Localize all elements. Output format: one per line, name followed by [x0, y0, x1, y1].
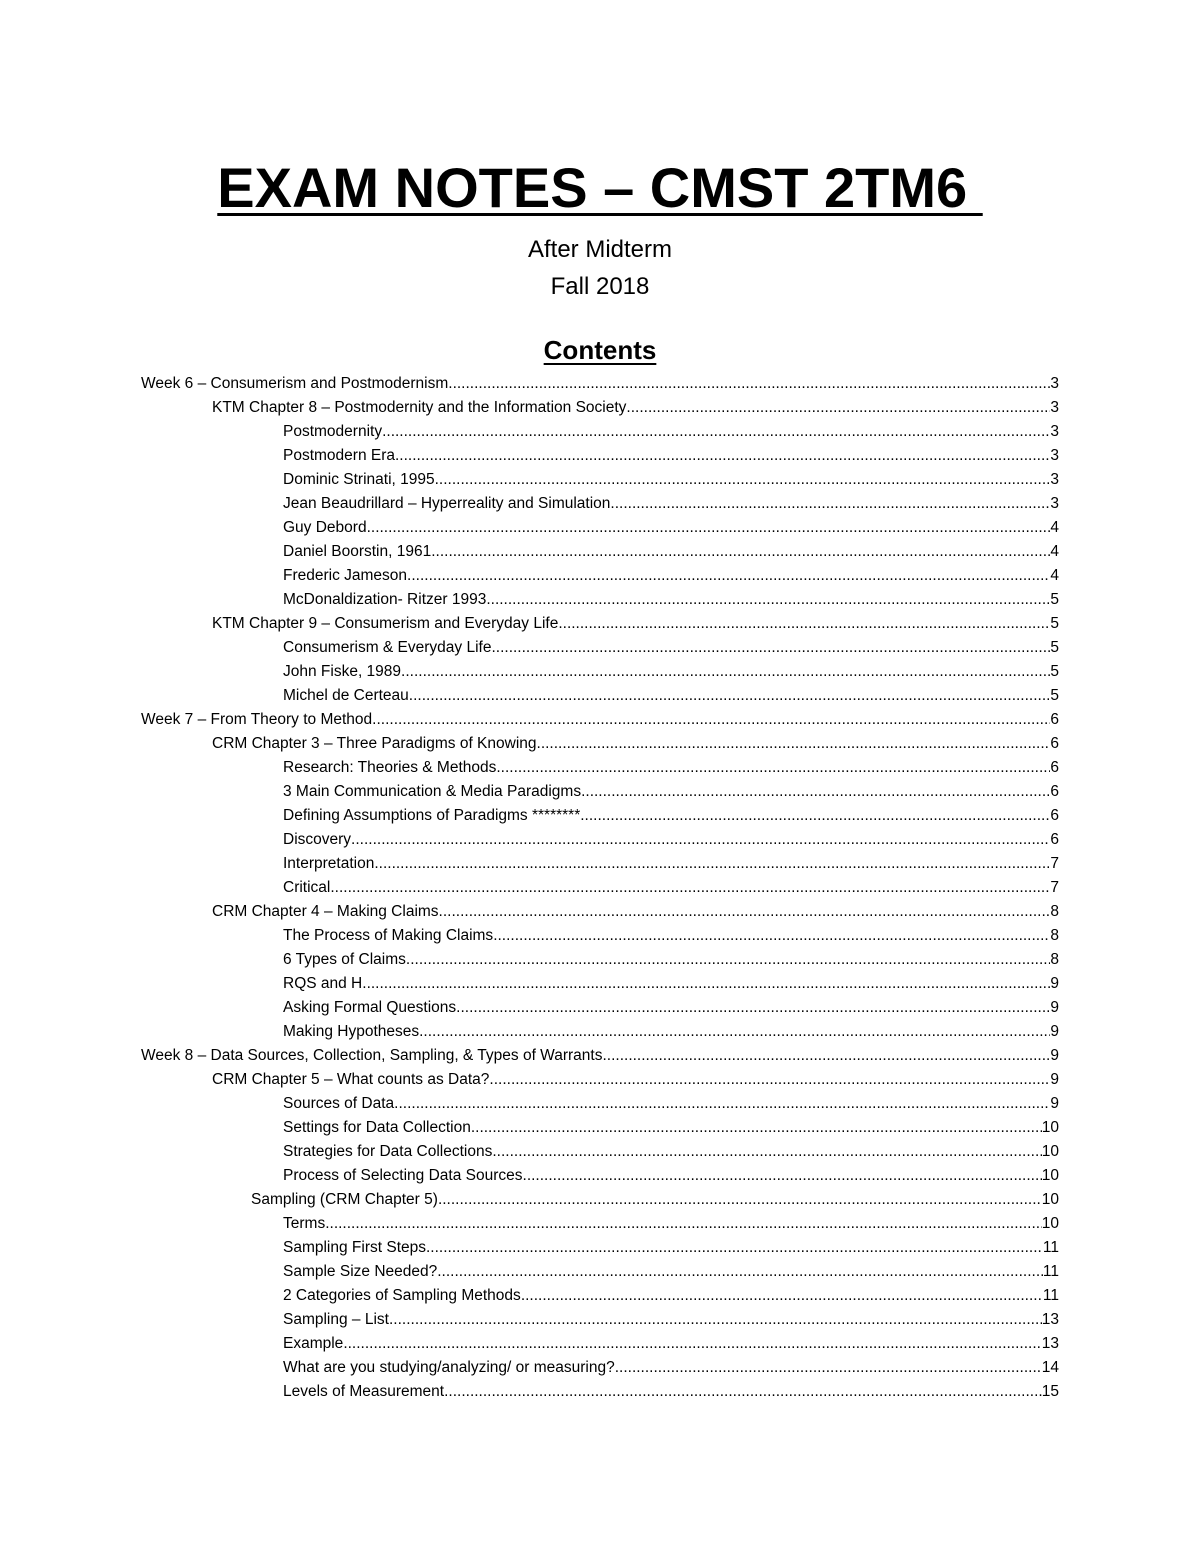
toc-dot-leader — [406, 950, 1050, 970]
toc-entry[interactable] — [283, 1234, 1059, 1258]
toc-dot-leader — [438, 1190, 1042, 1210]
toc-entry[interactable] — [141, 370, 1059, 394]
toc-entry-label: Daniel Boorstin, 1961 — [283, 543, 432, 560]
toc-entry-label: McDonaldization- Ritzer 1993 — [283, 591, 487, 608]
toc-entry-page-number: 6 — [1050, 831, 1059, 848]
toc-entry[interactable] — [283, 1018, 1059, 1042]
toc-dot-leader — [493, 926, 1050, 946]
toc-entry[interactable] — [212, 610, 1059, 634]
toc-entry-page-number: 6 — [1050, 807, 1059, 824]
toc-entry[interactable] — [251, 1186, 1059, 1210]
toc-dot-leader — [580, 806, 1050, 826]
toc-dot-leader — [444, 1382, 1042, 1402]
toc-entry-page-number: 8 — [1050, 927, 1059, 944]
toc-entry[interactable] — [283, 1138, 1059, 1162]
toc-dot-leader — [362, 974, 1050, 994]
toc-dot-leader — [448, 374, 1050, 394]
toc-entry-label: Interpretation — [283, 855, 375, 872]
toc-entry-page-number: 10 — [1041, 1143, 1059, 1160]
toc-entry[interactable] — [283, 754, 1059, 778]
toc-entry-page-number: 9 — [1050, 999, 1059, 1016]
toc-entry-label: KTM Chapter 9 – Consumerism and Everyday Life — [212, 615, 559, 632]
toc-entry-label: Research: Theories & Methods — [283, 759, 497, 776]
toc-dot-leader — [491, 638, 1050, 658]
toc-entry-page-number: 6 — [1050, 759, 1059, 776]
toc-entry[interactable] — [283, 1258, 1059, 1282]
toc-entry-label: Week 8 – Data Sources, Collection, Sampling, & Types of Warrants — [141, 1047, 603, 1064]
toc-dot-leader — [489, 1070, 1050, 1090]
toc-entry-page-number: 9 — [1050, 1047, 1059, 1064]
toc-dot-leader — [389, 1310, 1042, 1330]
toc-entry[interactable] — [283, 850, 1059, 874]
toc-entry-page-number: 4 — [1050, 519, 1059, 536]
toc-entry[interactable] — [283, 802, 1059, 826]
toc-entry-label: Sampling – List — [283, 1311, 389, 1328]
toc-entry-label: What are you studying/analyzing/ or measuring? — [283, 1359, 615, 1376]
toc-entry[interactable] — [283, 442, 1059, 466]
toc-entry[interactable] — [283, 994, 1059, 1018]
toc-entry-page-number: 3 — [1050, 447, 1059, 464]
toc-dot-leader — [523, 1166, 1042, 1186]
toc-dot-leader — [486, 590, 1050, 610]
toc-entry[interactable] — [283, 874, 1059, 898]
toc-dot-leader — [431, 542, 1050, 562]
toc-entry[interactable] — [283, 1114, 1059, 1138]
subtitle-after-midterm: After Midterm — [527, 236, 673, 263]
toc-entry-page-number: 15 — [1041, 1383, 1059, 1400]
contents-heading — [0, 334, 1200, 366]
toc-entry-page-number: 13 — [1041, 1311, 1059, 1328]
toc-entry-label: 2 Categories of Sampling Methods — [283, 1287, 521, 1304]
toc-dot-leader — [439, 902, 1051, 922]
toc-entry-label: CRM Chapter 5 – What counts as Data? — [212, 1071, 490, 1088]
toc-entry-label: Week 6 – Consumerism and Postmodernism — [141, 375, 449, 392]
toc-entry[interactable] — [212, 898, 1059, 922]
toc-dot-leader — [367, 518, 1051, 538]
toc-entry-label: Sources of Data — [283, 1095, 395, 1112]
toc-entry-label: CRM Chapter 4 – Making Claims — [212, 903, 439, 920]
toc-dot-leader — [343, 1334, 1041, 1354]
toc-entry[interactable] — [283, 682, 1059, 706]
document-title — [0, 150, 1200, 226]
toc-entry-label: Levels of Measurement — [283, 1383, 445, 1400]
toc-dot-leader — [610, 494, 1050, 514]
toc-entry-label: Strategies for Data Collections — [283, 1143, 493, 1160]
toc-entry-page-number: 11 — [1042, 1263, 1059, 1280]
toc-entry-page-number: 10 — [1041, 1167, 1059, 1184]
toc-entry-page-number: 8 — [1050, 951, 1059, 968]
toc-entry[interactable] — [283, 418, 1059, 442]
toc-entry[interactable] — [212, 394, 1059, 418]
toc-dot-leader — [407, 566, 1050, 586]
toc-entry-page-number: 7 — [1050, 879, 1059, 896]
toc-entry-page-number: 6 — [1050, 735, 1059, 752]
toc-entry-label: John Fiske, 1989 — [283, 663, 402, 680]
toc-dot-leader — [456, 998, 1050, 1018]
toc-entry-page-number: 10 — [1041, 1119, 1059, 1136]
toc-entry-page-number: 11 — [1042, 1287, 1059, 1304]
toc-entry-page-number: 13 — [1041, 1335, 1059, 1352]
toc-entry-page-number: 9 — [1050, 1095, 1059, 1112]
toc-entry-page-number: 10 — [1041, 1191, 1059, 1208]
toc-entry[interactable] — [283, 466, 1059, 490]
toc-entry[interactable] — [283, 778, 1059, 802]
toc-dot-leader — [374, 854, 1050, 874]
toc-entry-page-number: 5 — [1050, 639, 1059, 656]
toc-entry-label: Jean Beaudrillard – Hyperreality and Simulation — [283, 495, 611, 512]
toc-entry[interactable] — [283, 1210, 1059, 1234]
toc-entry[interactable] — [283, 1354, 1059, 1378]
toc-entry-page-number: 10 — [1041, 1215, 1059, 1232]
toc-entry-page-number: 3 — [1050, 399, 1059, 416]
toc-entry-page-number: 5 — [1050, 687, 1059, 704]
toc-entry-label: Sampling (CRM Chapter 5) — [251, 1191, 438, 1208]
toc-entry-label: Guy Debord — [283, 519, 367, 536]
toc-entry-label: Sample Size Needed? — [283, 1263, 438, 1280]
toc-entry-label: Settings for Data Collection — [283, 1119, 471, 1136]
document-title-text: EXAM NOTES – CMST 2TM6 — [217, 156, 983, 219]
toc-entry-page-number: 11 — [1042, 1239, 1059, 1256]
toc-entry-page-number: 5 — [1050, 591, 1059, 608]
toc-entry-page-number: 14 — [1041, 1359, 1059, 1376]
toc-dot-leader — [537, 734, 1051, 754]
toc-entry-label: Making Hypotheses — [283, 1023, 420, 1040]
toc-dot-leader — [581, 782, 1050, 802]
toc-entry-page-number: 3 — [1050, 495, 1059, 512]
toc-entry[interactable] — [283, 490, 1059, 514]
toc-entry[interactable] — [283, 1306, 1059, 1330]
toc-entry[interactable] — [283, 970, 1059, 994]
toc-dot-leader — [395, 446, 1050, 466]
toc-entry[interactable] — [283, 562, 1059, 586]
toc-entry-page-number: 4 — [1050, 567, 1059, 584]
toc-entry-page-number: 6 — [1050, 783, 1059, 800]
toc-entry[interactable] — [283, 1378, 1059, 1402]
toc-entry-label: Defining Assumptions of Paradigms ******** — [283, 807, 581, 824]
toc-dot-leader — [626, 398, 1050, 418]
toc-entry[interactable] — [283, 658, 1059, 682]
toc-entry-page-number: 5 — [1050, 663, 1059, 680]
toc-dot-leader — [394, 1094, 1050, 1114]
toc-dot-leader — [435, 470, 1051, 490]
toc-entry[interactable] — [283, 1282, 1059, 1306]
toc-entry[interactable] — [283, 1090, 1059, 1114]
toc-dot-leader — [426, 1238, 1043, 1258]
toc-dot-leader — [372, 710, 1050, 730]
toc-entry-label: Dominic Strinati, 1995 — [283, 471, 435, 488]
toc-entry[interactable] — [283, 946, 1059, 970]
toc-entry-label: KTM Chapter 8 – Postmodernity and the Information Society — [212, 399, 627, 416]
toc-entry-label: RQS and H — [283, 975, 363, 992]
toc-entry-label: Postmodern Era — [283, 447, 395, 464]
toc-entry-page-number: 9 — [1050, 1071, 1059, 1088]
toc-entry-label: Terms — [283, 1215, 326, 1232]
toc-entry-page-number: 3 — [1050, 375, 1059, 392]
toc-entry-label: Critical — [283, 879, 331, 896]
toc-entry[interactable] — [283, 1330, 1059, 1354]
toc-entry-page-number: 3 — [1050, 423, 1059, 440]
toc-entry-label: Process of Selecting Data Sources — [283, 1167, 523, 1184]
toc-entry-label: Postmodernity — [283, 423, 383, 440]
toc-entry[interactable] — [141, 1042, 1059, 1066]
toc-entry-label: Sampling First Steps — [283, 1239, 426, 1256]
toc-entry-label: The Process of Making Claims — [283, 927, 494, 944]
toc-entry-label: Asking Formal Questions — [283, 999, 457, 1016]
toc-entry-label: Michel de Certeau — [283, 687, 409, 704]
toc-dot-leader — [558, 614, 1050, 634]
toc-entry-label: Frederic Jameson — [283, 567, 408, 584]
toc-dot-leader — [437, 1262, 1043, 1282]
toc-entry[interactable] — [212, 1066, 1059, 1090]
toc-dot-leader — [351, 830, 1050, 850]
toc-entry[interactable] — [212, 730, 1059, 754]
toc-dot-leader — [615, 1358, 1042, 1378]
toc-entry[interactable] — [283, 826, 1059, 850]
toc-entry-label: 6 Types of Claims — [283, 951, 406, 968]
toc-entry-label: Example — [283, 1335, 344, 1352]
toc-dot-leader — [401, 662, 1050, 682]
toc-dot-leader — [521, 1286, 1043, 1306]
toc-entry-label: Consumerism & Everyday Life — [283, 639, 492, 656]
subtitle-term: Fall 2018 — [550, 273, 650, 300]
toc-entry-page-number: 9 — [1050, 975, 1059, 992]
toc-dot-leader — [330, 878, 1050, 898]
toc-entry[interactable] — [283, 1162, 1059, 1186]
toc-dot-leader — [325, 1214, 1042, 1234]
contents-heading-text: Contents — [543, 335, 657, 365]
table-of-contents — [0, 370, 1200, 1402]
toc-dot-leader — [602, 1046, 1050, 1066]
toc-dot-leader — [419, 1022, 1050, 1042]
toc-entry[interactable] — [283, 514, 1059, 538]
toc-dot-leader — [471, 1118, 1042, 1138]
toc-dot-leader — [382, 422, 1050, 442]
toc-entry-page-number: 4 — [1050, 543, 1059, 560]
toc-entry[interactable] — [283, 634, 1059, 658]
toc-entry-label: CRM Chapter 3 – Three Paradigms of Knowing — [212, 735, 537, 752]
toc-entry[interactable] — [141, 706, 1059, 730]
toc-entry-page-number: 6 — [1050, 711, 1059, 728]
toc-entry[interactable] — [283, 586, 1059, 610]
toc-dot-leader — [496, 758, 1050, 778]
toc-entry-page-number: 5 — [1050, 615, 1059, 632]
toc-entry[interactable] — [283, 538, 1059, 562]
toc-dot-leader — [492, 1142, 1041, 1162]
toc-entry-page-number: 9 — [1050, 1023, 1059, 1040]
toc-entry-page-number: 8 — [1050, 903, 1059, 920]
toc-entry-page-number: 7 — [1050, 855, 1059, 872]
toc-dot-leader — [409, 686, 1051, 706]
toc-entry-page-number: 3 — [1050, 471, 1059, 488]
toc-entry-label: 3 Main Communication & Media Paradigms — [283, 783, 582, 800]
toc-entry-label: Discovery — [283, 831, 352, 848]
toc-entry-label: Week 7 – From Theory to Method — [141, 711, 373, 728]
toc-entry[interactable] — [283, 922, 1059, 946]
